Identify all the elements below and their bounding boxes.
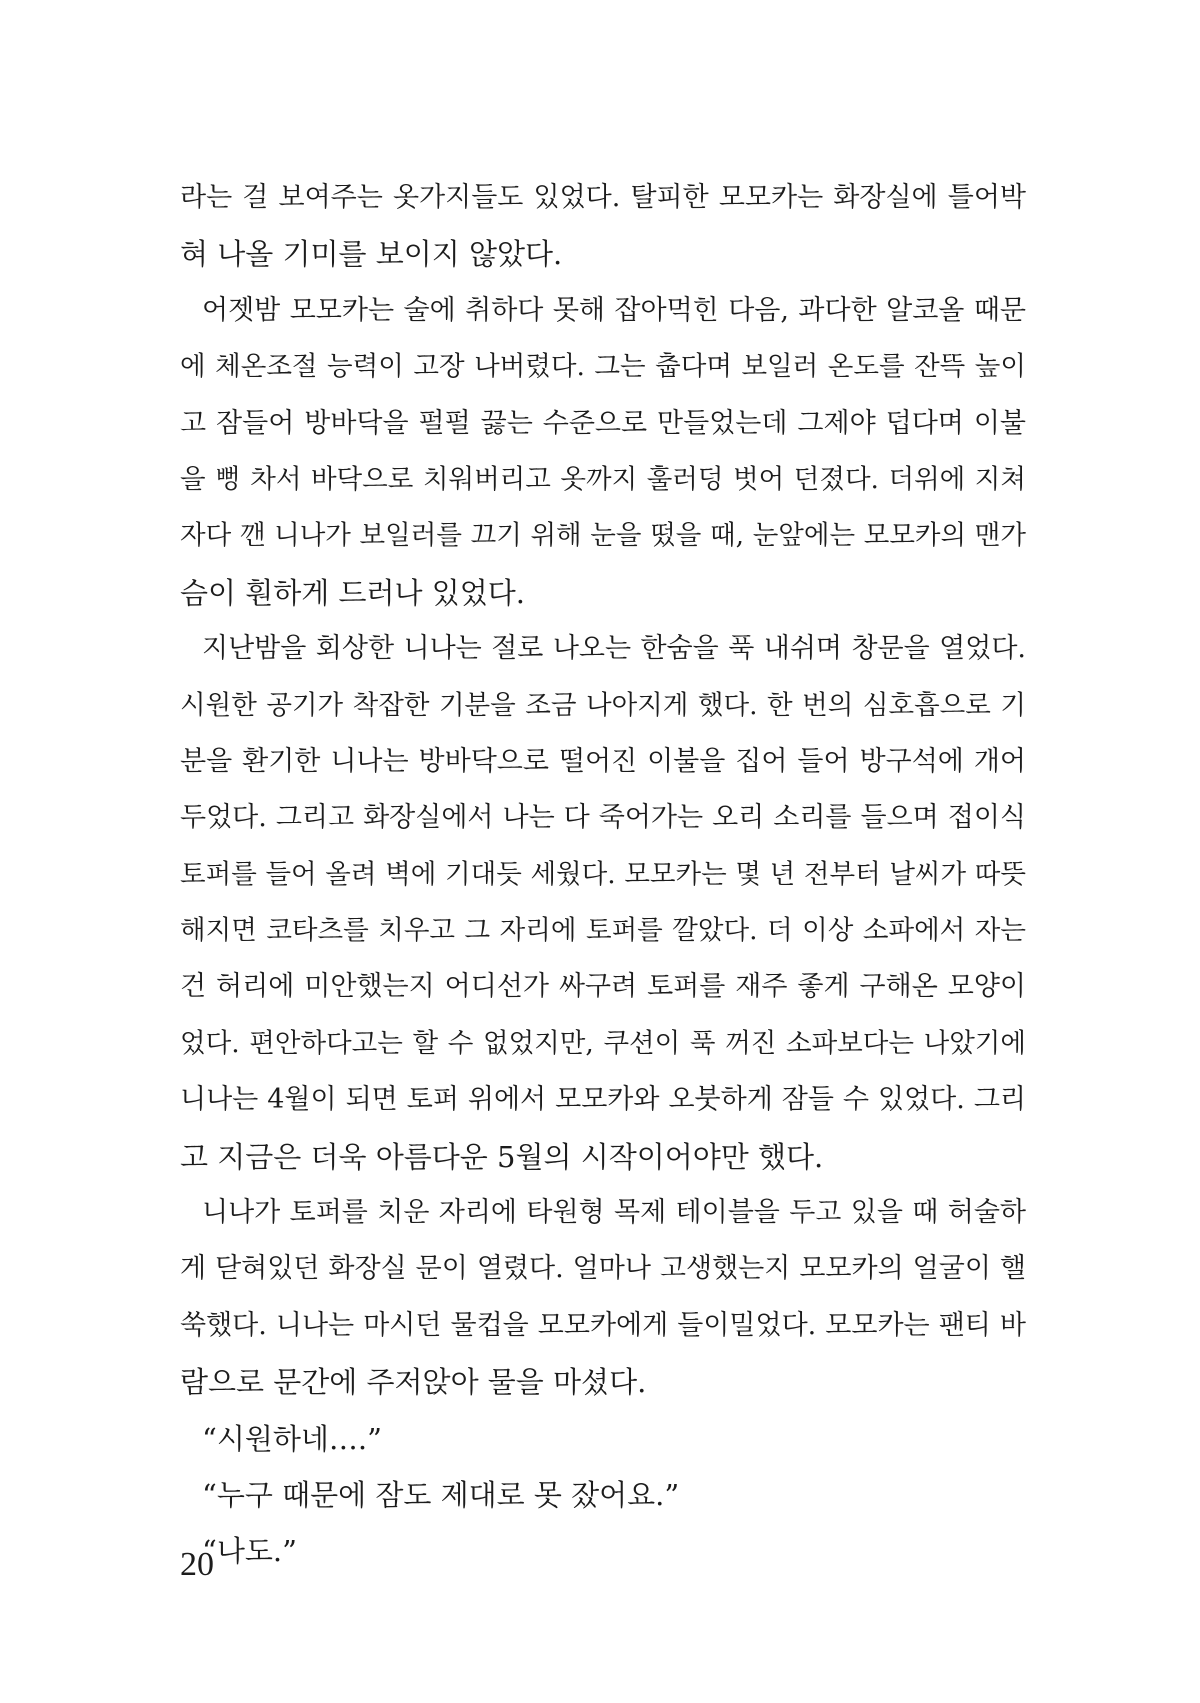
text-line: 시원한 공기가 착잡한 기분을 조금 나아지게 했다. 한 번의 심호흡으로 기 [180, 689, 1026, 721]
text-line: 쑥했다. 니나는 마시던 물컵을 모모카에게 들이밀었다. 모모카는 팬티 바 [180, 1309, 1026, 1341]
text-line: 라는 걸 보여주는 옷가지들도 있었다. 탈피한 모모카는 화장실에 틀어박 [180, 182, 1026, 213]
text-line: 었다. 편안하다고는 할 수 없었지만, 쿠션이 푹 꺼진 소파보다는 나았기에 [180, 1027, 1026, 1059]
page-number: 20 [180, 1546, 214, 1583]
text-line: 고 잠들어 방바닥을 펄펄 끓는 수준으로 만들었는데 그제야 덥다며 이불 [180, 407, 1026, 439]
text-line: 고 지금은 더욱 아름다운 5월의 시작이어야만 했다. [180, 1139, 824, 1174]
text-line: 분을 환기한 니나는 방바닥으로 떨어진 이불을 집어 들어 방구석에 개어 [180, 745, 1026, 777]
dialogue-line: “시원하네….” [202, 1421, 382, 1456]
text-line: 두었다. 그리고 화장실에서 나는 다 죽어가는 오리 소리를 들으며 접이식 [180, 802, 1026, 834]
text-line: 슴이 훤하게 드러나 있었다. [180, 575, 526, 610]
text-line: 토퍼를 들어 올려 벽에 기대듯 세웠다. 모모카는 몇 년 전부터 날씨가 따뜻 [180, 858, 1026, 890]
text-line: 람으로 문간에 주저앉아 물을 마셨다. [180, 1365, 647, 1400]
text-line: 지난밤을 회상한 니나는 절로 나오는 한숨을 푹 내쉬며 창문을 열었다. [202, 633, 1026, 665]
dialogue-line: “누구 때문에 잠도 제대로 못 잤어요.” [202, 1477, 680, 1512]
text-line: 혀 나올 기미를 보이지 않았다. [180, 237, 563, 272]
text-line: 해지면 코타츠를 치우고 그 자리에 토퍼를 깔았다. 더 이상 소파에서 자는 [180, 915, 1026, 947]
dialogue-line: “나도.” [202, 1534, 297, 1569]
text-line: 건 허리에 미안했는지 어디선가 싸구려 토퍼를 재주 좋게 구해온 모양이 [180, 971, 1026, 1003]
text-line: 에 체온조절 능력이 고장 나버렸다. 그는 춥다며 보일러 온도를 잔뜩 높이 [180, 351, 1026, 383]
text-line: 자다 깬 니나가 보일러를 끄기 위해 눈을 떴을 때, 눈앞에는 모모카의 맨가 [180, 520, 1026, 552]
text-line: 니나가 토퍼를 치운 자리에 타원형 목제 테이블을 두고 있을 때 허술하 [202, 1197, 1026, 1229]
body-text [180, 170, 1026, 1580]
text-line: 게 닫혀있던 화장실 문이 열렸다. 얼마나 고생했는지 모모카의 얼굴이 핼 [180, 1253, 1026, 1285]
text-line: 을 뻥 차서 바닥으로 치워버리고 옷까지 훌러덩 벗어 던졌다. 더위에 지쳐 [180, 463, 1026, 495]
text-line: 니나는 4월이 되면 토퍼 위에서 모모카와 오붓하게 잠들 수 있었다. 그리 [180, 1084, 1026, 1116]
text-line: 어젯밤 모모카는 술에 취하다 못해 잡아먹힌 다음, 과다한 알코올 때문 [202, 294, 1026, 326]
